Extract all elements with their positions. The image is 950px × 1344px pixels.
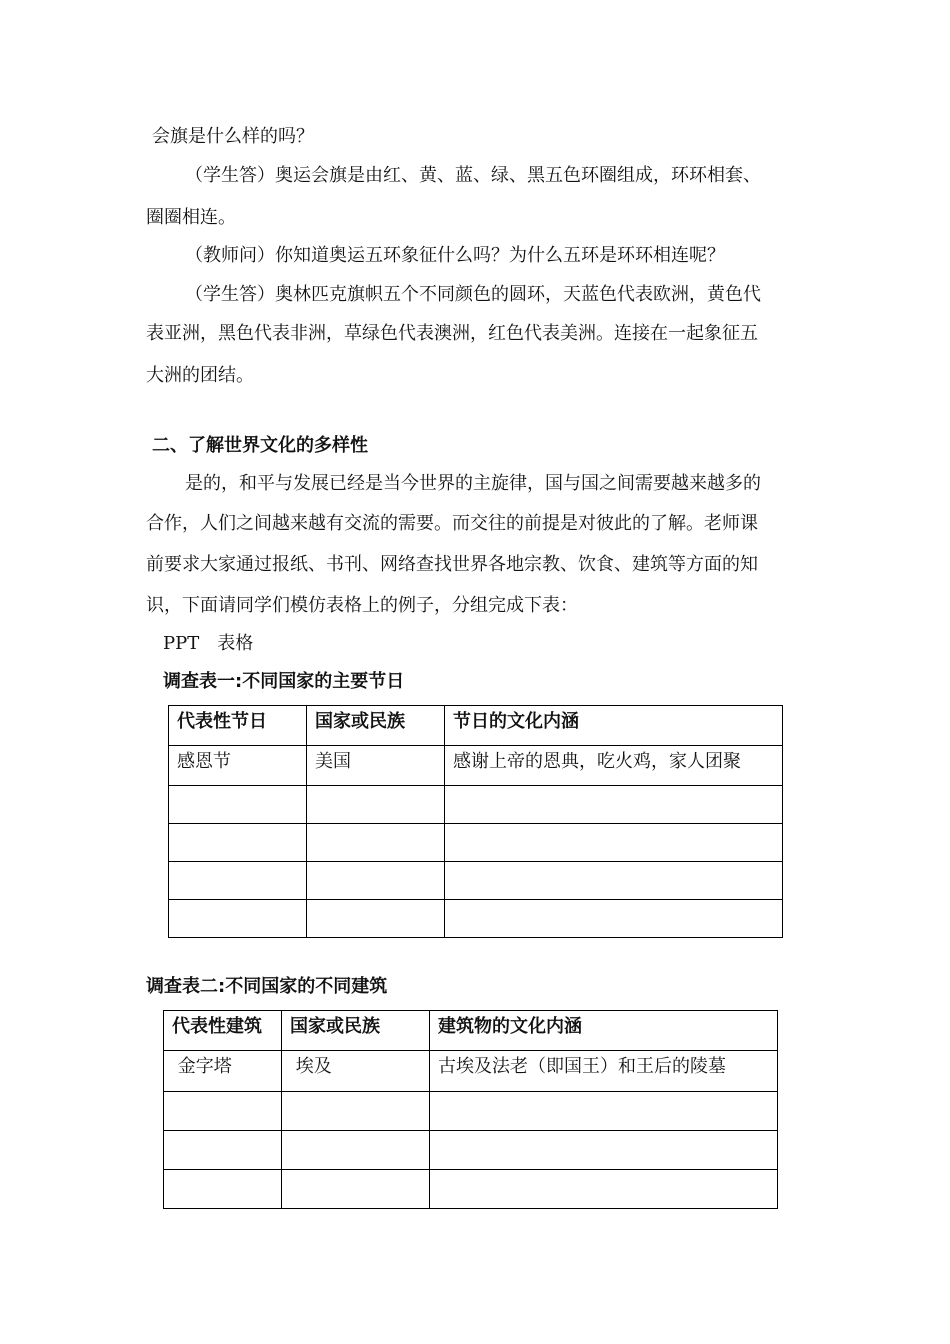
table-cell — [169, 786, 307, 824]
table-cell — [445, 824, 783, 862]
table-row — [169, 824, 783, 862]
paragraph-line: 合作，人们之间越来越有交流的需要。而交往的前提是对彼此的了解。老师课 — [146, 513, 758, 534]
table-row — [169, 862, 783, 900]
table-cell — [430, 1131, 778, 1170]
survey-table-buildings — [163, 1010, 778, 1209]
table-cell — [164, 1092, 282, 1131]
table-cell — [445, 786, 783, 824]
table-cell — [169, 862, 307, 900]
survey-table-festivals — [168, 705, 783, 938]
table-cell — [169, 900, 307, 938]
paragraph-line: （学生答）奥林匹克旗帜五个不同颜色的圆环，天蓝色代表欧洲，黄色代 — [185, 284, 761, 305]
table-header-row — [164, 1011, 778, 1051]
table-cell — [282, 1131, 430, 1170]
table-header-cell: 节日的文化内涵 — [445, 706, 783, 746]
table-row — [169, 786, 783, 824]
table-cell — [164, 1131, 282, 1170]
ppt-note: PPT 表格 — [163, 633, 254, 654]
table-row — [164, 1051, 778, 1092]
table-cell: 感谢上帝的恩典，吃火鸡，家人团聚 — [445, 746, 783, 786]
table-cell — [445, 900, 783, 938]
paragraph-line: 大洲的团结。 — [146, 365, 254, 386]
paragraph-line: 会旗是什么样的吗？ — [152, 126, 314, 147]
table-header-cell: 建筑物的文化内涵 — [430, 1011, 778, 1051]
table-cell: 金字塔 — [164, 1051, 282, 1092]
table-cell — [169, 824, 307, 862]
table-cell — [307, 862, 445, 900]
table-row — [164, 1170, 778, 1209]
paragraph-line: 是的，和平与发展已经是当今世界的主旋律，国与国之间需要越来越多的 — [185, 473, 761, 494]
table-cell — [307, 786, 445, 824]
paragraph-line: （教师问）你知道奥运五环象征什么吗？为什么五环是环环相连呢？ — [185, 245, 725, 266]
table-cell: 埃及 — [282, 1051, 430, 1092]
table-header-cell: 代表性节日 — [169, 706, 307, 746]
table-cell — [430, 1092, 778, 1131]
table-header-cell: 代表性建筑 — [164, 1011, 282, 1051]
table2-title: 调查表二:不同国家的不同建筑 — [146, 976, 388, 997]
table-row — [164, 1131, 778, 1170]
paragraph-line: 识，下面请同学们模仿表格上的例子，分组完成下表： — [146, 595, 578, 616]
paragraph-line: （学生答）奥运会旗是由红、黄、蓝、绿、黑五色环圈组成，环环相套、 — [185, 165, 761, 186]
paragraph-line: 圈圈相连。 — [146, 207, 236, 228]
table-cell — [282, 1170, 430, 1209]
table-header-cell: 国家或民族 — [282, 1011, 430, 1051]
table-cell — [307, 900, 445, 938]
table-cell: 古埃及法老（即国王）和王后的陵墓 — [430, 1051, 778, 1092]
table-header-cell: 国家或民族 — [307, 706, 445, 746]
paragraph-line: 前要求大家通过报纸、书刊、网络查找世界各地宗教、饮食、建筑等方面的知 — [146, 554, 758, 575]
table-cell — [164, 1170, 282, 1209]
paragraph-line: 表亚洲，黑色代表非洲，草绿色代表澳洲，红色代表美洲。连接在一起象征五 — [146, 323, 758, 344]
table-cell — [307, 824, 445, 862]
table-row — [169, 900, 783, 938]
table-cell — [430, 1170, 778, 1209]
section-heading: 二、了解世界文化的多样性 — [152, 435, 368, 456]
table-row — [164, 1092, 778, 1131]
table-cell — [445, 862, 783, 900]
table-cell — [282, 1092, 430, 1131]
table-cell: 感恩节 — [169, 746, 307, 786]
table-cell: 美国 — [307, 746, 445, 786]
table1-title: 调查表一:不同国家的主要节日 — [163, 671, 405, 692]
table-row — [169, 746, 783, 786]
table-header-row — [169, 706, 783, 746]
